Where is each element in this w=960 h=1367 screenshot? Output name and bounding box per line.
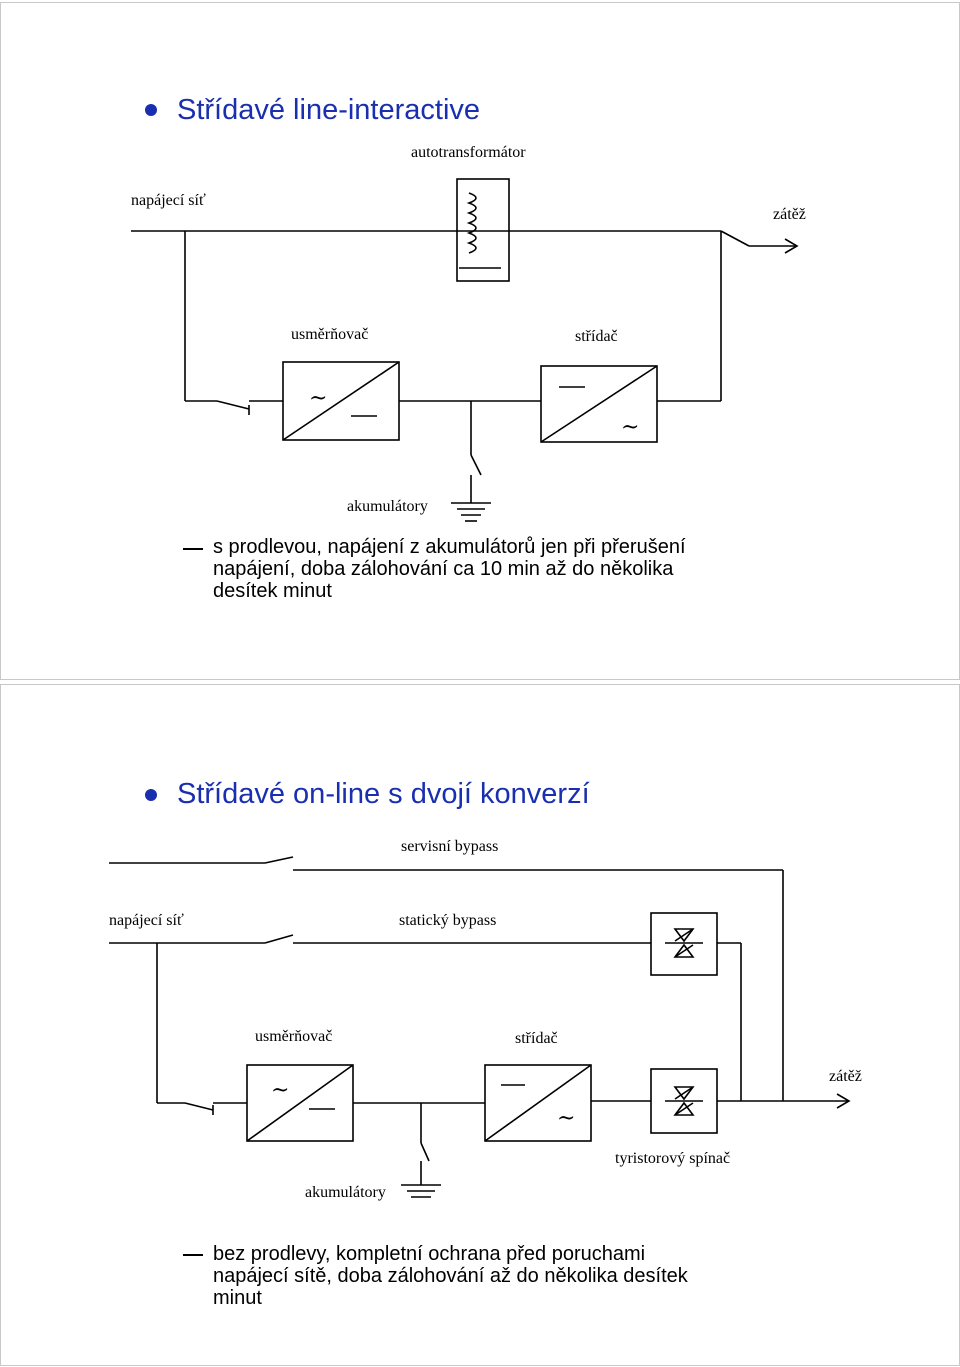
slide-line-interactive <box>0 2 960 680</box>
label-rectifier: usměrňovač <box>255 1028 333 1045</box>
sub-bullet-dash <box>183 548 203 550</box>
static-bypass-switch <box>265 935 293 943</box>
thyristor-gate <box>675 1103 693 1115</box>
battery-switch <box>471 455 481 475</box>
note-line-3: desítek minut <box>213 580 332 602</box>
thyristor-gate <box>675 945 693 957</box>
note-line-2: napájecí sítě, doba zálohování až do několika desítek <box>213 1265 688 1287</box>
label-mains: napájecí síť <box>131 192 206 209</box>
ac-symbol: ~ <box>557 1106 576 1131</box>
thyristor-gate <box>675 1087 693 1099</box>
note-line-1: s prodlevou, napájení z akumulátorů jen při přerušení <box>213 536 686 558</box>
label-inverter: střídač <box>575 328 618 345</box>
note-line-2: napájení, doba zálohování ca 10 min až do několika <box>213 558 674 580</box>
label-load: zátěž <box>773 206 806 223</box>
label-mains: napájecí síť <box>109 912 184 929</box>
rectifier-diagonal <box>247 1065 353 1141</box>
output-switch <box>721 231 749 246</box>
label-service-bypass: servisní bypass <box>401 838 499 855</box>
label-load: zátěž <box>829 1068 862 1085</box>
rectifier-switch <box>185 1103 213 1110</box>
label-autotransformer: autotransformátor <box>411 144 526 161</box>
service-bypass-switch <box>265 857 293 863</box>
label-static-bypass: statický bypass <box>399 912 497 929</box>
rectifier-switch <box>217 401 249 409</box>
label-thyristor-switch: tyristorový spínač <box>615 1150 731 1167</box>
thyristor-gate <box>675 929 693 941</box>
label-inverter: střídač <box>515 1030 558 1047</box>
ac-symbol: ~ <box>309 386 328 411</box>
label-batteries: akumulátory <box>347 498 428 515</box>
slide-title: Střídavé line-interactive <box>177 94 481 126</box>
slide-online-double-conversion <box>0 684 960 1366</box>
label-batteries: akumulátory <box>305 1184 386 1201</box>
label-rectifier: usměrňovač <box>291 326 369 343</box>
autotransformer-box <box>457 179 509 281</box>
battery-switch <box>421 1143 429 1161</box>
inverter-diagonal <box>541 366 657 442</box>
note-line-1: bez prodlevy, kompletní ochrana před poruchami <box>213 1243 646 1265</box>
ac-symbol: ~ <box>621 415 640 440</box>
slide-title: Střídavé on-line s dvojí konverzí <box>177 778 590 810</box>
note-line-3: minut <box>213 1287 262 1309</box>
sub-bullet-dash <box>183 1254 203 1256</box>
autotransformer-coil <box>469 193 476 253</box>
ac-symbol: ~ <box>271 1078 290 1103</box>
rectifier-diagonal <box>283 362 399 440</box>
